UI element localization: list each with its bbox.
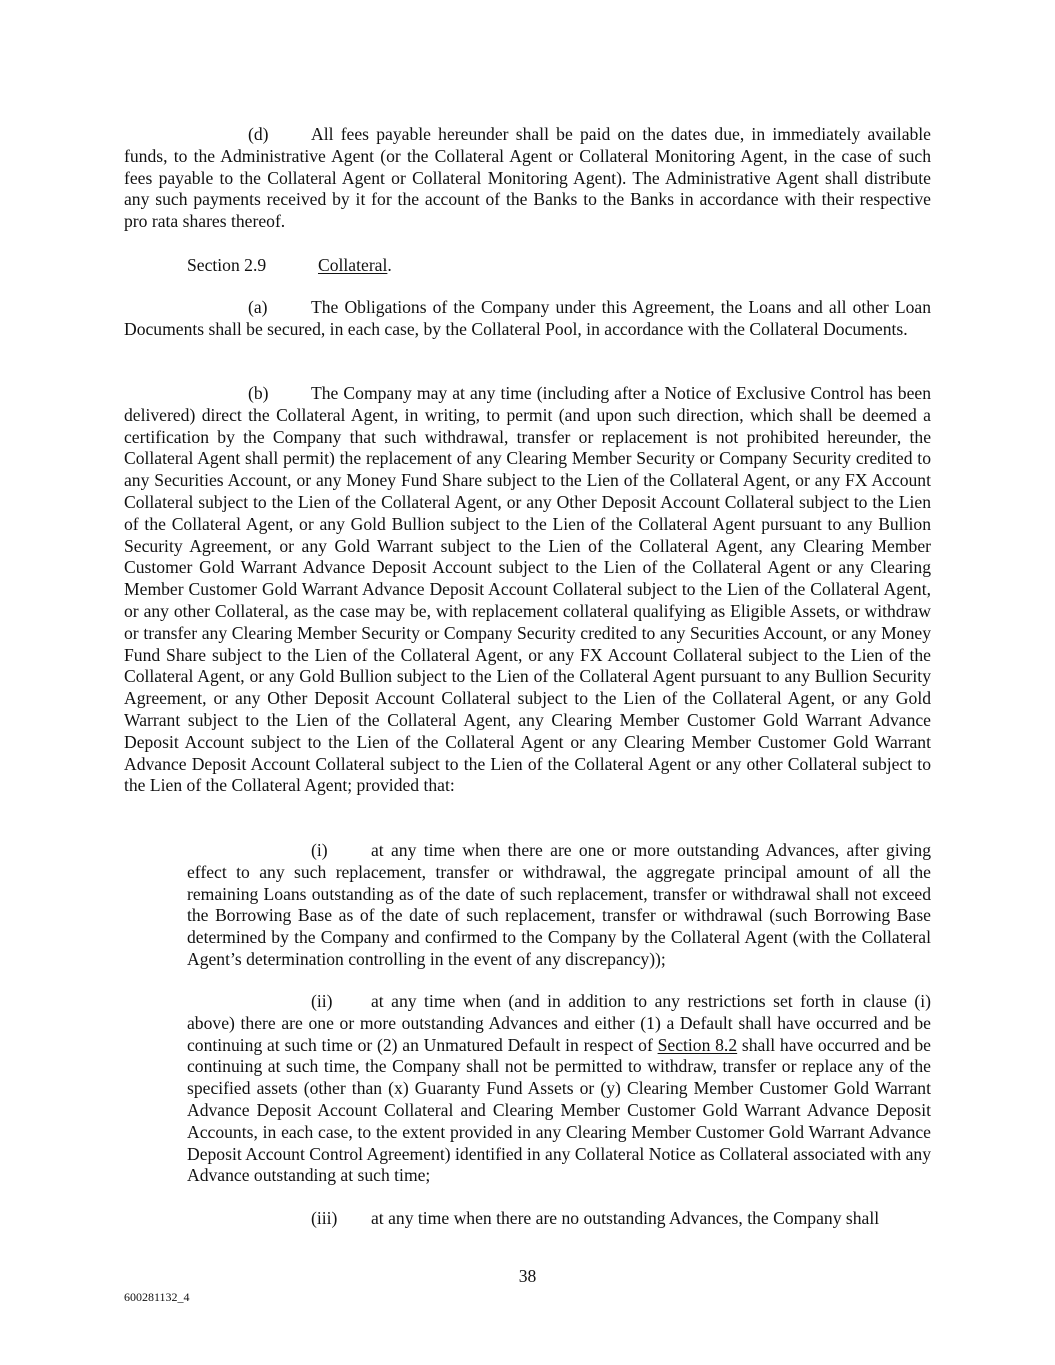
paragraph-b-label: (b) [248, 383, 269, 403]
section-8-2-reference: Section 8.2 [657, 1034, 738, 1055]
section-title: Collateral [318, 255, 388, 275]
paragraph-a-text: The Obligations of the Company under this Agreement, the Loans and all other Loan Documents shall be secured, in each case, by the Collateral Pool, in accordance with the Collateral Documents. [124, 297, 931, 339]
paragraph-d-label: (d) [248, 124, 269, 144]
clause-i [187, 840, 931, 971]
paragraph-b [124, 383, 931, 797]
section-heading [187, 255, 392, 277]
document-id: 600281132_4 [124, 1290, 190, 1304]
clause-ii-text-2: shall have occurred and be continuing at such time, the Company shall not be permitted to withdraw, transfer or replace any of the specified assets (other than (x) Guaranty Fund Assets or (y) Clearing Member Customer Gold Warrant Advance Deposit Account Collateral and Clearing Member Customer Gold Warrant Advance Deposit Accounts, in each case, to the extent provided in any Clearing Member Customer Gold Warrant Advance Deposit Account Control Agreement) identified in any Collateral Notice as Collateral associated with any Advance outstanding at such time; [187, 1034, 931, 1186]
paragraph-d-text: All fees payable hereunder shall be paid on the dates due, in immediately available funds, to the Administrative Agent (or the Collateral Agent or Collateral Monitoring Agent, in the case of such fees payable to the Collateral Agent or Collateral Monitoring Agent). The Administrative Agent shall distribute any such payments received by it for the account of the Banks to the Banks in accordance with their respective pro rata shares thereof. [124, 124, 931, 232]
paragraph-a [124, 297, 931, 341]
clause-ii [187, 991, 931, 1187]
clause-i-text: at any time when there are one or more outstanding Advances, after giving effect to any such replacement, transfer or withdrawal, the aggregate principal amount of all the remaining Loans outstanding as of the date of such replacement, transfer or withdrawal shall not exceed the Borrowing Base as of the date of such replacement, transfer or withdrawal (such Borrowing Base determined by the Company and confirmed to the Company by the Collateral Agent (with the Collateral Agent’s determination controlling in the event of any discrepancy)); [187, 840, 931, 969]
clause-iii-text: at any time when there are no outstanding Advances, the Company shall [371, 1208, 880, 1228]
paragraph-a-label: (a) [248, 297, 268, 317]
clause-iii [187, 1208, 931, 1230]
section-title-period: . [387, 255, 392, 275]
paragraph-b-text: The Company may at any time (including after a Notice of Exclusive Control has been delivered) direct the Collateral Agent, in writing, to permit (and upon such direction, which shall be deemed a certification by the Company that such withdrawal, transfer or replacement is not prohibited hereunder, the Collateral Agent shall permit) the replacement of any Clearing Member Security or Company Security credited to any Securities Account, or any Money Fund Share subject to the Lien of the Collateral Agent, or any FX Account Collateral subject to the Lien of the Collateral Agent, or any Other Deposit Account Collateral subject to the Lien of the Collateral Agent, or any Gold Bullion subject to the Lien of the Collateral Agent pursuant to any Bullion Security Agreement, or any Gold Warrant subject to the Lien of the Collateral Agent, any Clearing Member Customer Gold Warrant Advance Deposit Account subject to the Lien of the Collateral Agent or any Clearing Member Customer Gold Warrant Advance Deposit Account Collateral subject to the Lien of the Collateral Agent, or any other Collateral, as the case may be, with replacement collateral qualifying as Eligible Assets, or withdraw or transfer any Clearing Member Security or Company Security credited to any Securities Account, or any Money Fund Share subject to the Lien of the Collateral Agent, or any FX Account Collateral subject to the Lien of the Collateral Agent, or any Gold Bullion subject to the Lien of the Collateral Agent pursuant to any Bullion Security Agreement, or any Other Deposit Account Collateral subject to the Lien of the Collateral Agent, or any Gold Warrant subject to the Lien of the Collateral Agent, any Clearing Member Customer Gold Warrant Advance Deposit Account subject to the Lien of the Collateral Agent or any Clearing Member Customer Gold Warrant Advance Deposit Account Collateral subject to the Lien of the Collateral Agent or any other Collateral subject to the Lien of the Collateral Agent; provided that: [124, 383, 931, 796]
clause-i-label: (i) [311, 840, 328, 860]
paragraph-d [124, 124, 931, 233]
clause-ii-text-1: at any time when (and in addition to any restrictions set forth in clause (i) above) there are one or more outstanding Advances and either (1) a Default shall have occurred and be continuing at such time or (2) an Unmatured Default in respect of [187, 991, 931, 1055]
section-number: Section 2.9 [187, 255, 267, 275]
page-number: 38 [518, 1266, 537, 1286]
clause-ii-label: (ii) [311, 991, 333, 1011]
clause-iii-label: (iii) [311, 1208, 338, 1228]
